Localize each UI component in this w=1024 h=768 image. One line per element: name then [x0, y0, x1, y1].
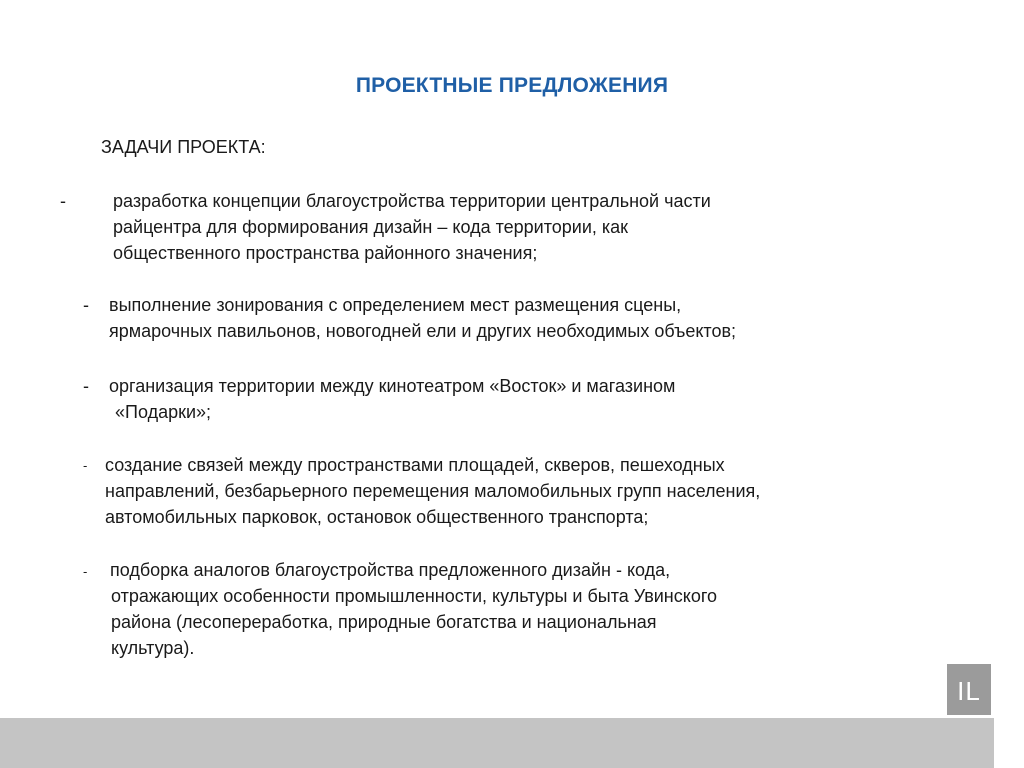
list-item-line: района (лесопереработка, природные богатства и национальная [111, 612, 657, 632]
list-item-line: подборка аналогов благоустройства предложенного дизайн - кода, [110, 560, 671, 580]
list-item-line: ярмарочных павильонов, новогодней ели и других необходимых объектов; [109, 321, 737, 341]
list-item-line: организация территории между кинотеатром «Восток» и магазином [109, 376, 676, 396]
list-item-line: райцентра для формирования дизайн – кода территории, как [113, 217, 629, 237]
list-item-line: автомобильных парковок, остановок общественного транспорта; [105, 507, 649, 527]
list-item-line: «Подарки»; [115, 402, 212, 422]
section-subtitle: ЗАДАЧИ ПРОЕКТА: [101, 137, 266, 157]
list-item [113, 188, 711, 266]
list-item-line: направлений, безбарьерного перемещения маломобильных групп населения, [105, 481, 761, 501]
list-item [109, 373, 675, 425]
list-item-line: разработка концепции благоустройства территории центральной части [113, 191, 711, 211]
bullet-dash: - [83, 458, 88, 473]
bullet-dash: - [83, 376, 89, 396]
page-title: ПРОЕКТНЫЕ ПРЕДЛОЖЕНИЯ [355, 74, 669, 97]
logo [946, 663, 992, 716]
list-item-line: общественного пространства районного значения; [113, 243, 538, 263]
list-item-line: отражающих особенности промышленности, культуры и быта Увинского [111, 586, 718, 606]
list-item-line: создание связей между пространствами площадей, скверов, пешеходных [105, 455, 725, 475]
footer-bar [0, 718, 994, 768]
bullet-dash: - [83, 564, 88, 579]
list-item-line: выполнение зонирования с определением мест размещения сцены, [109, 295, 682, 315]
bullet-dash: - [60, 191, 66, 211]
list-item [109, 292, 736, 344]
list-item [105, 452, 760, 530]
bullet-dash: - [83, 295, 89, 315]
logo-text: IL [957, 676, 981, 706]
list-item [110, 557, 717, 661]
list-item-line: культура). [111, 638, 195, 658]
